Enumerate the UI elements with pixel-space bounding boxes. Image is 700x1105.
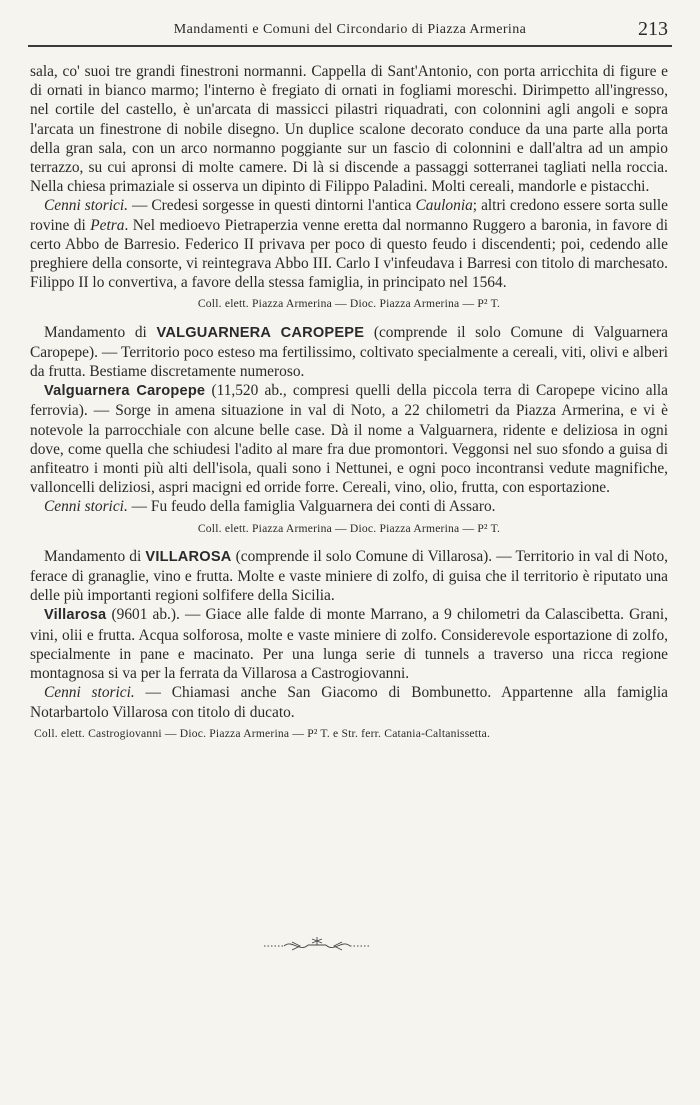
running-title: Mandamenti e Comuni del Circondario di Piazza Armerina [173,22,527,37]
page-body [30,62,668,752]
comune-name: Valguarnera Caropepe [44,383,206,400]
paragraph-valguarnera-history: Cenni storici. — Fu feudo della famiglia Valguarnera dei conti di Assaro. [44,498,496,516]
comune-name: Villarosa [44,607,107,624]
mandamento-name: VILLAROSA [145,548,232,565]
comune-valguarnera: Valguarnera Caropepe (11,520 ab., compresi quelli della piccola terra di Caropepe vicino alla ferrovia). — Sorge in amena situazione in val di Noto, a 22 chilometri da Piazza Armerina, e vi è notevole la parrocchiale con alcune belle case. Dà il nome a Valguarnera, ridente e deliziosa in ogni dove, come quella che schiudesi l'adito al mare fra due promontori. Veggonsi nel suo sfondo a guisa di anfiteatro i monti più alti dell'isola, quali sono i Nettunei, e ogni poco incontransi vedute magnifiche, valloncelli deliziosi, aspri macigni ed orride forre. Cereali, vino, olio, frutta, con esportazione. [30,382,668,497]
cenni-storici-label: Cenni storici. [44,197,128,215]
mandamento-name: VALGUARNERA CAROPEPE [156,324,365,341]
paragraph-villarosa-history: Cenni storici. — Chiamasi anche San Giacomo di Bombunetto. Appartenne alla famiglia Notarbartolo Villarosa con titolo di ducato. [30,684,668,721]
citation-valguarnera: Coll. elett. Piazza Armerina — Dioc. Piazza Armerina — P² T. [197,521,501,535]
paragraph-castle: sala, co' suoi tre grandi finestroni normanni. Cappella di Sant'Antonio, con porta arricchita di figure e di ornati in bianco marmo; l'interno è fregiato di ornati in fogliami moreschi. Dirimpetto all'ingresso, nel cortile del castello, è un'arcata di massicci pilastri riquadrati, con colonnini agli angoli e sopra l'arcata un finestrone di nobile disegno. Un duplice scalone decorato conduce da una parte alla porta della gran sala, con un arco normanno poggiante sur un fascio di colonnini e dall'altra ad un ampio terrazzo, su cui apronsi di molte camere. Di là si discende a passaggi sotterranei tagliati nella roccia. Nella chiesa primaziale si osserva un dipinto di Filippo Paladini. Molti cereali, mandorle e pistacchi. [30,63,668,196]
decorative-flourish-icon [262,933,372,955]
cenni-storici-label: Cenni storici. [44,498,128,516]
comune-villarosa: Villarosa (9601 ab.). — Giace alle falde di monte Marrano, a 9 chilometri da Calascibetta. Grani, vini, olii e frutta. Acqua solforosa, molte e vaste miniere di zolfo. Considerevole esportazione di zolfo, specialmente in pane e macinato. Per una lunga serie di tunnels a traverso una ricca regione montagnosa si va per la ferrata da Villarosa a Castrogiovanni. [30,606,668,683]
citation-pietraperzia: Coll. elett. Piazza Armerina — Dioc. Piazza Armerina — P² T. [197,297,501,311]
cenni-storici-label: Cenni storici. [44,684,135,702]
running-head [30,18,670,42]
citation-villarosa: Coll. elett. Castrogiovanni — Dioc. Piazza Armerina — P² T. e Str. ferr. Catania-Caltanissetta. [34,726,491,740]
page-number: 213 [638,18,668,40]
mandamento-villarosa: Mandamento di VILLAROSA (comprende il solo Comune di Villarosa). — Territorio in val di Noto, ferace di granaglie, vino e frutta. Molte e vaste miniere di zolfo, di guisa che il territorio è riputato una delle più importanti regioni solfifere della Sicilia. [30,547,668,605]
header-rule [28,45,672,47]
paragraph-pietraperzia-history: Cenni storici. — Credesi sorgesse in questi dintorni l'antica Caulonia; altri credono essere sorta sulle rovine di Petra. Nel medioevo Pietraperzia venne eretta dal normanno Ruggero a baronia, in favore di certo Abbo de Barresio. Federico II privava per poco di questo feudo i discendenti; poi, cedendo alle preghiere della consorte, vi reintegrava Abbo III. Carlo I v'infeudava i Barresi con titolo di marchesato. Filippo II lo convertiva, a favore della stessa famiglia, in principato nel 1564. [30,197,669,292]
mandamento-valguarnera: Mandamento di VALGUARNERA CAROPEPE (comprende il solo Comune di Valguarnera Caropepe). — Territorio poco esteso ma fertilissimo, coltivato specialmente a cereali, viti, olivi e alberi da frutta. Bestiame discretamente numeroso. [30,323,669,381]
